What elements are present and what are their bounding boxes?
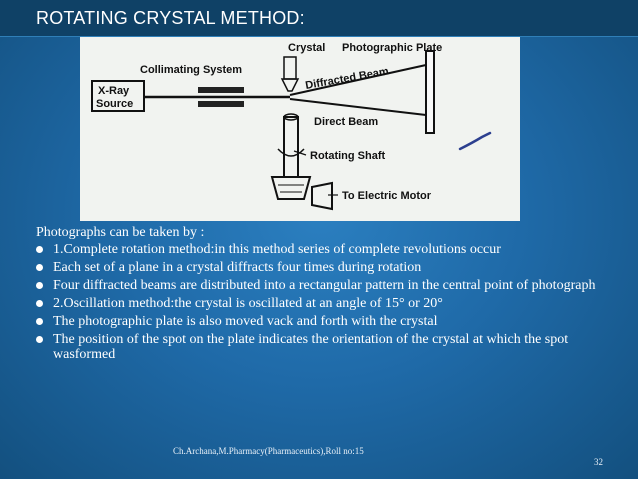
rotating-shaft (284, 117, 298, 177)
crystal (282, 79, 298, 91)
bullet-text: Each set of a plane in a crystal diffracts four times during rotation (53, 260, 422, 275)
title-bar (0, 0, 638, 37)
intro-text: Photographs can be taken by : (36, 225, 205, 240)
bullet-item (36, 260, 606, 275)
bullet-item (36, 278, 606, 293)
bullet-item (36, 332, 606, 362)
bullet-text: The photographic plate is also moved vack and forth with the crystal (53, 314, 438, 329)
bullet-item (36, 242, 606, 257)
collimator-bar-top (198, 87, 244, 93)
crystal-label: Crystal (288, 42, 326, 54)
bullet-icon (36, 300, 43, 307)
bullet-icon (36, 264, 43, 271)
bullet-list (36, 242, 606, 362)
bullet-icon (36, 246, 43, 253)
bullet-text: 1.Complete rotation method:in this method series of complete revolutions occur (53, 242, 501, 257)
direct-beam-line (290, 99, 426, 115)
crystal-holder (284, 57, 296, 79)
rotating-shaft-label: Rotating Shaft (310, 150, 386, 162)
collimator-bar-bottom (198, 101, 244, 107)
collimating-system-label: Collimating System (140, 64, 243, 76)
bullet-icon (36, 318, 43, 325)
gear (272, 177, 310, 199)
bullet-text: 2.Oscillation method:the crystal is oscillated at an angle of 15° or 20° (53, 296, 443, 311)
bullet-item (36, 314, 606, 329)
slide-content (36, 225, 606, 365)
rotating-crystal-diagram (80, 37, 520, 221)
bullet-icon (36, 282, 43, 289)
bullet-text: The position of the spot on the plate indicates the orientation of the crystal at which the spot wasformed (53, 332, 569, 362)
slide-number: 32 (594, 457, 603, 467)
bullet-icon (36, 336, 43, 343)
photographic-plate (426, 51, 434, 133)
bullet-text: Four diffracted beams are distributed into a rectangular pattern in the central point of photograph (53, 278, 596, 293)
side-gear (312, 183, 332, 209)
xray-source-label-1: X-Ray (98, 85, 130, 97)
electric-motor-label: To Electric Motor (342, 190, 432, 202)
direct-beam-label: Direct Beam (314, 116, 379, 128)
photographic-plate-label: Photographic Plate (342, 42, 443, 54)
diagram-svg (80, 37, 520, 221)
slide-title: ROTATING CRYSTAL METHOD: (36, 8, 305, 28)
bullet-item (36, 296, 606, 311)
hand-drawn-check-mark (460, 133, 490, 149)
xray-source-label-2: Source (96, 98, 134, 110)
footer-author: Ch.Archana,M.Pharmacy(Pharmaceutics),Roll no:15 (173, 446, 364, 456)
diffracted-beam-label: Diffracted Beam (304, 65, 390, 92)
